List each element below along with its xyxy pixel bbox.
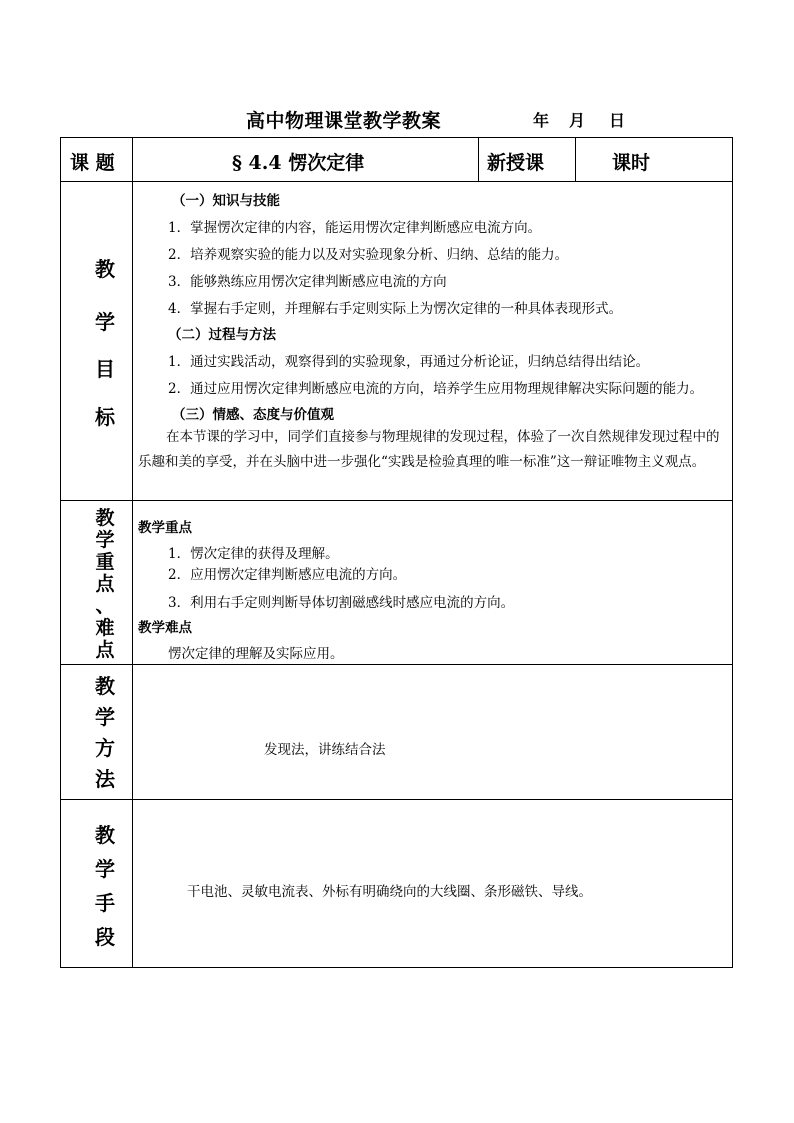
methods-text: 发现法，讲练结合法 bbox=[264, 742, 386, 758]
means-label-char: 学 bbox=[95, 857, 115, 881]
keypoints-label-char: 点 bbox=[95, 639, 115, 661]
means-label-char: 手 bbox=[95, 891, 115, 915]
key-point-item: 3．利用右手定则判断导体切割磁感线时感应电流的方向。 bbox=[168, 595, 515, 611]
section2-title: （二）过程与方法 bbox=[168, 327, 276, 343]
date-month: 月 bbox=[569, 111, 586, 130]
objectives-label bbox=[90, 253, 120, 430]
table-line-row3 bbox=[60, 664, 733, 665]
table-label-divider bbox=[132, 137, 133, 968]
keypoints-label-char: 点 bbox=[95, 573, 115, 595]
date-year: 年 bbox=[533, 111, 550, 130]
keypoints-label bbox=[90, 507, 120, 661]
table-line-row4 bbox=[60, 799, 733, 800]
methods-label-char: 学 bbox=[95, 705, 115, 729]
table-divider-type bbox=[575, 137, 576, 181]
difficulty-title: 教学难点 bbox=[138, 620, 192, 636]
table-border-top bbox=[60, 137, 733, 138]
section3-paragraph: 在本节课的学习中，同学们直接参与物理规律的发现过程，体验了一次自然规律发现过程中的乐趣和美的享受，并在头脑中进一步强化“实践是检验真理的唯一标准”这一辩证唯物主义观点。 bbox=[138, 429, 720, 470]
table-divider-topic bbox=[478, 137, 479, 181]
means-label-char: 教 bbox=[95, 823, 115, 847]
means-text: 干电池、灵敏电流表、外标有明确绕向的大线圈、条形磁铁、导线。 bbox=[187, 884, 592, 900]
objective-item: 1．掌握愣次定律的内容，能运用愣次定律判断感应电流方向。 bbox=[168, 220, 542, 236]
key-point-item: 2．应用愣次定律判断感应电流的方向。 bbox=[168, 567, 407, 583]
date-day: 日 bbox=[609, 111, 626, 130]
keypoints-label-char: 重 bbox=[95, 551, 115, 573]
objective-item: 1．通过实践活动，观察得到的实验现象，再通过分析论证，归纳总结得出结论。 bbox=[168, 354, 650, 370]
methods-label-char: 法 bbox=[95, 767, 115, 791]
objectives-label-char: 标 bbox=[95, 405, 115, 429]
document-title: 高中物理课堂教学教案 bbox=[246, 110, 442, 132]
key-point-item: 1．愣次定律的获得及理解。 bbox=[168, 546, 339, 562]
objectives-label-char: 学 bbox=[95, 310, 115, 334]
means-label bbox=[90, 818, 120, 954]
topic-label: 课 题 bbox=[70, 152, 115, 174]
table-line-row1 bbox=[60, 181, 733, 182]
lesson-type: 新授课 bbox=[487, 152, 545, 174]
section3-title: （三）情感、态度与价值观 bbox=[172, 407, 334, 423]
objective-item: 3．能够熟练应用愣次定律判断感应电流的方向 bbox=[168, 274, 447, 290]
objectives-label-char: 目 bbox=[95, 357, 115, 381]
section1-title: （一）知识与技能 bbox=[172, 193, 280, 209]
period-label: 课时 bbox=[612, 152, 651, 174]
objective-item: 2．培养观察实验的能力以及对实验现象分析、归纳、总结的能力。 bbox=[168, 247, 569, 263]
key-points-title: 教学重点 bbox=[138, 520, 192, 536]
means-label-char: 段 bbox=[95, 925, 115, 949]
difficulty-text: 愣次定律的理解及实际应用。 bbox=[168, 646, 344, 662]
methods-label bbox=[90, 671, 120, 795]
table-border-bottom bbox=[60, 967, 733, 968]
keypoints-label-char: 学 bbox=[95, 529, 115, 551]
table-border-left bbox=[60, 137, 61, 968]
keypoints-label-char: 教 bbox=[95, 507, 115, 529]
methods-label-char: 方 bbox=[95, 736, 115, 760]
methods-label-char: 教 bbox=[95, 674, 115, 698]
topic-value: § 4.4 愣次定律 bbox=[232, 152, 365, 174]
table-border-right bbox=[732, 137, 733, 968]
table-line-row2 bbox=[60, 500, 733, 501]
objectives-label-char: 教 bbox=[95, 257, 115, 281]
objective-item: 4．掌握右手定则，并理解右手定则实际上为愣次定律的一种具体表现形式。 bbox=[168, 301, 623, 317]
objective-item: 2．通过应用愣次定律判断感应电流的方向，培养学生应用物理规律解决实际问题的能力。 bbox=[168, 381, 704, 397]
keypoints-label-char: 难 bbox=[95, 617, 115, 639]
keypoints-label-char: 、 bbox=[95, 595, 115, 617]
